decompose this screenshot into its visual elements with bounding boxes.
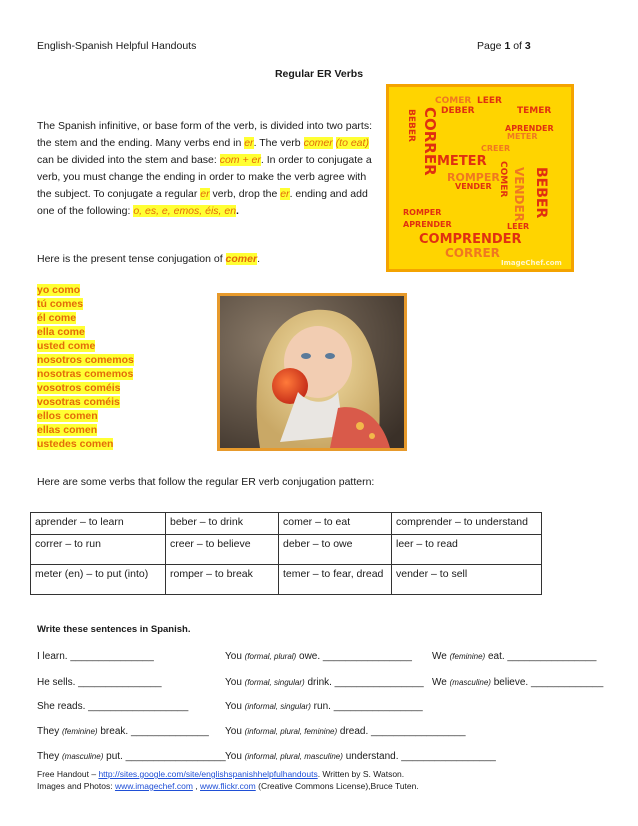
list-item: vosotras coméis bbox=[37, 396, 120, 408]
cloud-word: COMER bbox=[498, 161, 508, 198]
cloud-word: COMER bbox=[435, 96, 472, 106]
sentence-prompt: We (masculine) believe. _____________ bbox=[432, 677, 604, 688]
header-title: English-Spanish Helpful Handouts bbox=[37, 40, 197, 52]
page-title: Regular ER Verbs bbox=[274, 68, 364, 80]
list-item: tú comes bbox=[37, 298, 84, 310]
table-cell: correr – to run bbox=[31, 535, 166, 565]
highlight-endings: o, es, e, emos, éis, en bbox=[133, 205, 237, 217]
cloud-word: LEER bbox=[477, 96, 502, 106]
table-cell: deber – to owe bbox=[279, 535, 392, 565]
cloud-word: DEBER bbox=[441, 106, 475, 116]
footer-line: Free Handout – http://sites.google.com/site/englishspanishhelpfulhandouts. Written by S. Watson. bbox=[37, 769, 405, 779]
table-cell: romper – to break bbox=[166, 565, 279, 595]
sentence-prompt: You (informal, plural, feminine) dread. _________________ bbox=[225, 726, 466, 737]
highlight-er: er bbox=[200, 188, 210, 200]
cloud-word: COMPRENDER bbox=[419, 232, 522, 247]
cloud-word: TEMER bbox=[517, 106, 552, 116]
list-item: ellas comen bbox=[37, 424, 98, 436]
list-item: él come bbox=[37, 312, 77, 324]
word-cloud-graphic bbox=[389, 87, 571, 269]
footer bbox=[37, 768, 419, 792]
intro-paragraph: The Spanish infinitive, or base form of the verb, is divided into two parts: the stem and the ending. Many verbs end in er. The verb comer (to eat) can be divided into the stem and base: com + er. In order to conjugate a verb, you must change the ending in order to make the verb agree with the subject. To conjugate a regular er verb, drop the er. ending and add one of the following: o, es, e, emos, éis, en. bbox=[37, 120, 373, 217]
cloud-word: BEBER bbox=[406, 109, 416, 142]
table-cell: meter (en) – to put (into) bbox=[31, 565, 166, 595]
conjugation-intro: Here is the present tense conjugation of comer. bbox=[37, 253, 260, 265]
highlight-comer: comer bbox=[225, 253, 258, 265]
list-item: nosotros comemos bbox=[37, 354, 134, 366]
footer-line: Images and Photos: www.imagechef.com , www.flickr.com (Creative Commons License),Bruce Tuten. bbox=[37, 781, 419, 791]
cloud-word: VENDER bbox=[455, 182, 492, 191]
imagechef-link[interactable]: www.imagechef.com bbox=[114, 781, 193, 791]
table-cell: beber – to drink bbox=[166, 513, 279, 535]
list-item: ustedes comen bbox=[37, 438, 114, 450]
girl-eating-peach-photo bbox=[217, 293, 407, 451]
cloud-watermark: ImageChef.com bbox=[501, 259, 562, 267]
list-item: ellos comen bbox=[37, 410, 98, 422]
cloud-word: BEBER bbox=[533, 167, 549, 219]
sentence-prompt: You (informal, singular) run. ________________ bbox=[225, 701, 423, 712]
table-cell: comprender – to understand bbox=[392, 513, 542, 535]
table-row bbox=[31, 565, 542, 595]
exercise-title: Write these sentences in Spanish. bbox=[37, 624, 191, 635]
list-item: usted come bbox=[37, 340, 96, 352]
page-number: Page 1 of 3 bbox=[477, 40, 531, 52]
highlight-comer: comer bbox=[303, 137, 333, 149]
sentence-prompt: You (informal, plural, masculine) understand. _________________ bbox=[225, 751, 496, 762]
sentence-prompt: He sells. _______________ bbox=[37, 677, 162, 688]
sentence-prompt: We (feminine) eat. ________________ bbox=[432, 651, 597, 662]
verbs-table bbox=[30, 512, 542, 595]
cloud-word: METER bbox=[437, 154, 487, 169]
table-cell: temer – to fear, dread bbox=[279, 565, 392, 595]
highlight-er: er bbox=[244, 137, 254, 149]
cloud-word: CORRER bbox=[445, 246, 500, 260]
highlight-to-eat: (to eat) bbox=[335, 137, 369, 149]
table-cell: aprender – to learn bbox=[31, 513, 166, 535]
table-cell: vender – to sell bbox=[392, 565, 542, 595]
conjugation-list bbox=[37, 283, 134, 451]
cloud-word: LEER bbox=[507, 222, 530, 231]
table-row bbox=[31, 535, 542, 565]
sentence-prompt: You (formal, plural) owe. ________________ bbox=[225, 651, 412, 662]
table-cell: leer – to read bbox=[392, 535, 542, 565]
cloud-word: APRENDER bbox=[505, 124, 554, 133]
cloud-word: METER bbox=[507, 132, 538, 141]
list-item: vosotros coméis bbox=[37, 382, 121, 394]
highlight-stem-base: com + er bbox=[219, 154, 261, 166]
word-cloud-image bbox=[386, 84, 574, 272]
list-item: ella come bbox=[37, 326, 85, 338]
cloud-word: CREER bbox=[481, 144, 511, 153]
table-cell: creer – to believe bbox=[166, 535, 279, 565]
cloud-word: VENDER bbox=[512, 167, 526, 222]
cloud-word: ROMPER bbox=[403, 208, 442, 217]
cloud-word: CORRER bbox=[421, 107, 439, 176]
table-cell: comer – to eat bbox=[279, 513, 392, 535]
sentence-prompt: You (formal, singular) drink. ________________ bbox=[225, 677, 424, 688]
cloud-word: APRENDER bbox=[403, 220, 452, 229]
sentence-prompt: They (masculine) put. __________________ bbox=[37, 751, 226, 762]
list-item: yo como bbox=[37, 284, 81, 296]
verbs-intro-text: Here are some verbs that follow the regular ER verb conjugation pattern: bbox=[37, 476, 375, 488]
flickr-link[interactable]: www.flickr.com bbox=[200, 781, 256, 791]
list-item: nosotras comemos bbox=[37, 368, 134, 380]
highlight-er: er bbox=[280, 188, 290, 200]
sentence-prompt: I learn. _______________ bbox=[37, 651, 154, 662]
cloud-word: ROMPER bbox=[447, 171, 500, 184]
photo-graphic bbox=[220, 296, 404, 448]
sentence-prompt: She reads. __________________ bbox=[37, 701, 189, 712]
table-row bbox=[31, 513, 542, 535]
handout-link[interactable]: http://sites.google.com/site/englishspanishhelpfulhandouts bbox=[98, 769, 318, 779]
sentence-prompt: They (feminine) break. ______________ bbox=[37, 726, 209, 737]
